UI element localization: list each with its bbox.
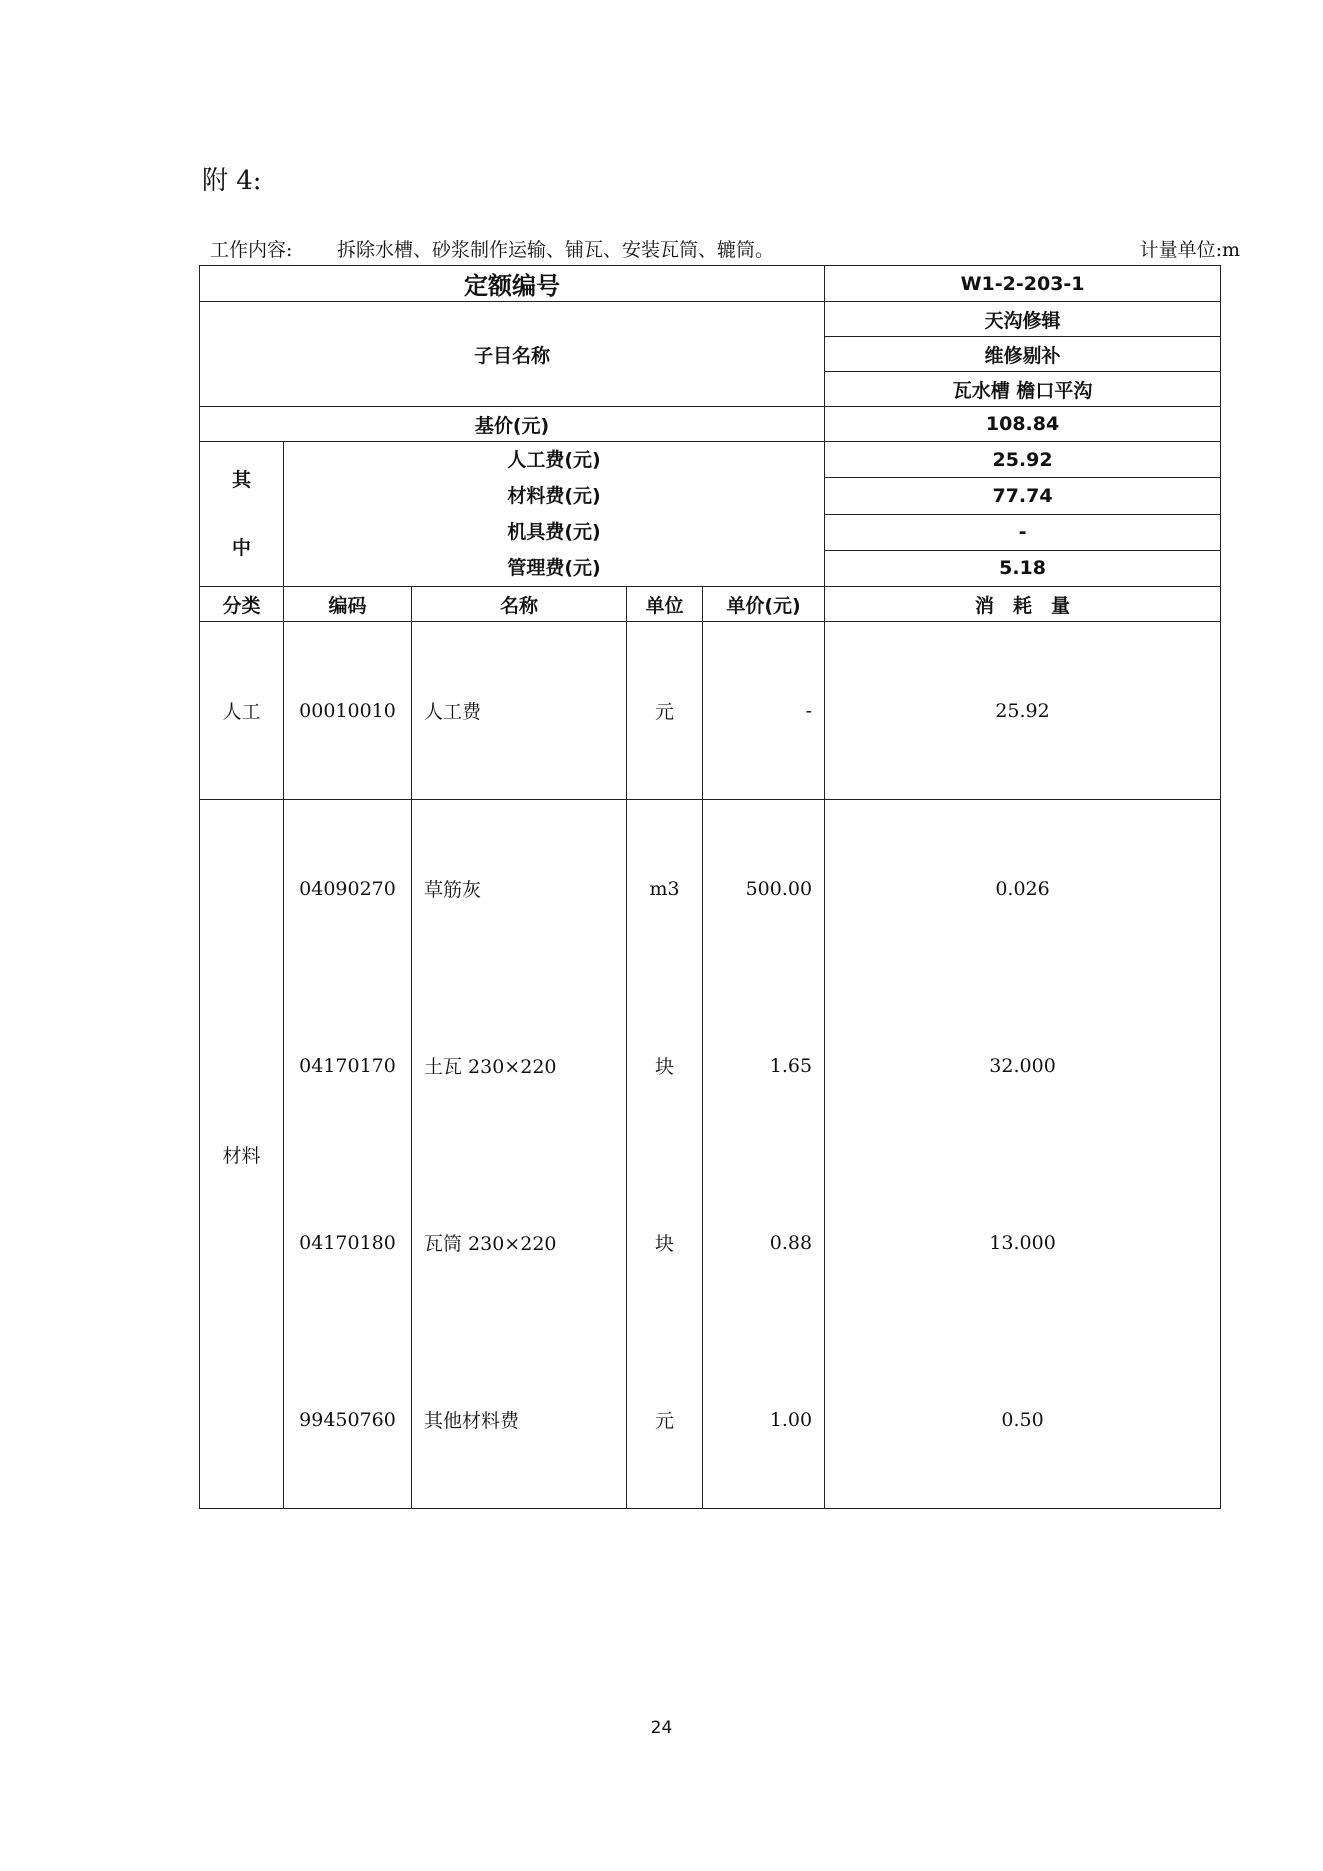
col-qty: 消 耗 量: [825, 587, 1221, 622]
material-name: 其他材料费: [424, 1410, 520, 1432]
material-unit: 元: [654, 1410, 674, 1432]
material-name: 土瓦 230×220: [424, 1056, 557, 1078]
material-code: 99450760: [299, 1408, 396, 1431]
among-char-2: 中: [231, 537, 251, 559]
work-content-label: 工作内容:: [210, 239, 293, 261]
material-price: 0.88: [769, 1231, 813, 1254]
cost-label-machine: 机具费(元): [507, 521, 601, 543]
cost-labels: [284, 442, 825, 587]
material-qty: 0.50: [1001, 1408, 1044, 1431]
materials-qtys: [825, 800, 1221, 1509]
measure-unit: 计量单位:m: [1139, 239, 1240, 261]
code-value: W1-2-203-1: [825, 266, 1221, 302]
subitem-label: 子目名称: [200, 302, 825, 407]
material-price: 500.00: [745, 877, 813, 900]
col-unit: 单位: [627, 587, 703, 622]
col-category: 分类: [200, 587, 284, 622]
cost-label-labor: 人工费(元): [507, 449, 601, 471]
code-label: 定额编号: [200, 266, 825, 302]
page-number: 24: [650, 1718, 673, 1738]
material-unit: 块: [654, 1056, 674, 1078]
cost-value-machine: -: [825, 514, 1221, 550]
subitem-line-3: 瓦水槽 檐口平沟: [825, 372, 1221, 407]
base-price-value: 108.84: [825, 407, 1221, 442]
cost-value-labor: 25.92: [825, 442, 1221, 478]
material-name: 瓦筒 230×220: [424, 1233, 557, 1255]
materials-row: [200, 800, 1221, 1509]
work-content-line: [210, 235, 1240, 262]
cost-value-material: 77.74: [825, 478, 1221, 514]
subitem-line-1: 天沟修辑: [825, 302, 1221, 337]
materials-names: [412, 800, 627, 1509]
work-content-text: 拆除水槽、砂浆制作运输、铺瓦、安装瓦筒、辘筒。: [337, 239, 775, 261]
material-price: 1.65: [769, 1054, 813, 1077]
among-char-1: 其: [231, 469, 251, 491]
cost-label-management: 管理费(元): [507, 557, 601, 579]
labor-price: -: [703, 622, 825, 800]
cost-value-management: 5.18: [825, 550, 1221, 586]
material-unit: 块: [654, 1233, 674, 1255]
code-row: [200, 266, 1221, 302]
material-code: 04170180: [299, 1231, 396, 1254]
material-name: 草筋灰: [424, 879, 482, 901]
labor-name: 人工费: [412, 622, 627, 800]
material-qty: 32.000: [989, 1054, 1056, 1077]
among-label: [200, 442, 284, 587]
materials-codes: [284, 800, 412, 1509]
materials-prices: [703, 800, 825, 1509]
material-qty: 0.026: [995, 877, 1050, 900]
subitem-row-1: [200, 302, 1221, 337]
cost-label-material: 材料费(元): [507, 485, 601, 507]
subitem-line-2: 维修剔补: [825, 337, 1221, 372]
material-qty: 13.000: [989, 1231, 1056, 1254]
labor-qty: 25.92: [825, 622, 1221, 800]
material-price: 1.00: [769, 1408, 813, 1431]
labor-category: 人工: [200, 622, 284, 800]
col-code: 编码: [284, 587, 412, 622]
col-name: 名称: [412, 587, 627, 622]
material-unit: m3: [649, 877, 680, 900]
materials-units: [627, 800, 703, 1509]
material-code: 04170170: [299, 1054, 396, 1077]
base-price-label: 基价(元): [200, 407, 825, 442]
base-price-row: [200, 407, 1221, 442]
labor-unit: 元: [627, 622, 703, 800]
cost-row-labor: [200, 442, 1221, 478]
materials-category: 材料: [200, 800, 284, 1509]
labor-code: 00010010: [284, 622, 412, 800]
column-header-row: [200, 587, 1221, 622]
material-code: 04090270: [299, 877, 396, 900]
quota-table: [199, 265, 1221, 1509]
labor-row: [200, 622, 1221, 800]
col-price: 单价(元): [703, 587, 825, 622]
appendix-heading: 附 4:: [202, 166, 262, 196]
